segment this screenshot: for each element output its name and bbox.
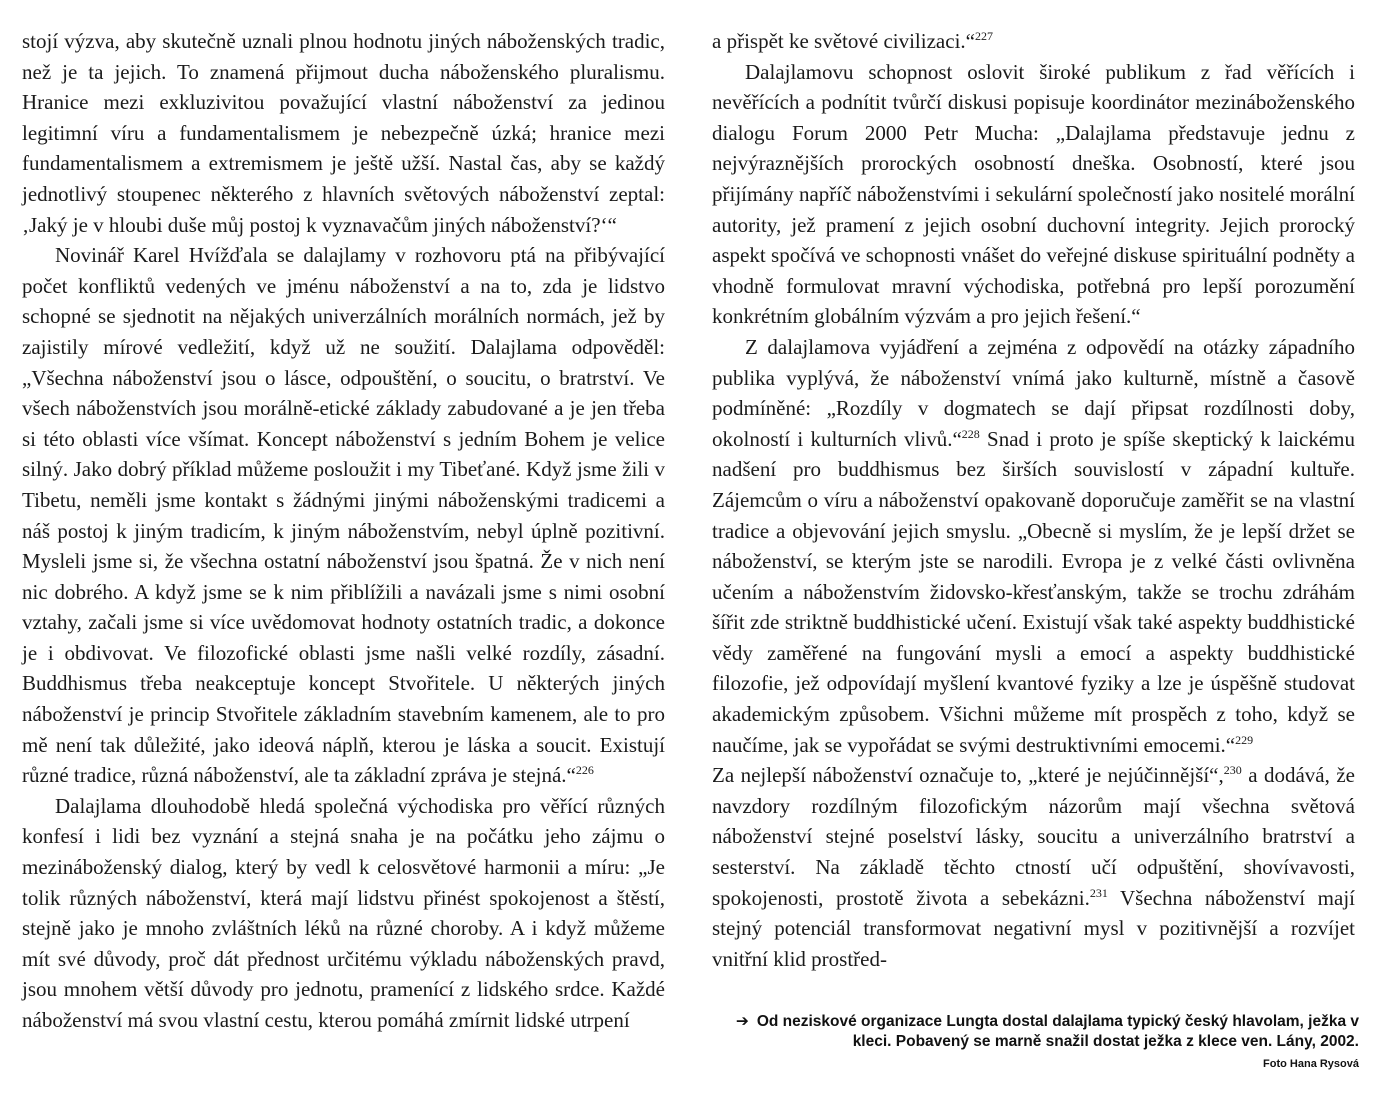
arrow-right-icon: ➔ <box>735 1013 749 1030</box>
paragraph: Dalajlama dlouhodobě hledá společná východiska pro věřící různých konfesí i lidi bez vyznání a stejná snaha je na počátku jeho zájmu o mezináboženský dialog, který by vedl k celosvětové harmonii a míru: „Je tolik různých náboženství, která mají lidstvu přinést spokojenost a štěstí, stejně jako je mnoho zvláštních léků na různé choroby. A i když můžeme mít své důvody, proč dát přednost určitému výkladu náboženských pravd, jsou mnohem větší důvody pro jednotu, pramenící z lidského srdce. Každé náboženství má svou vlastní cestu, kterou pomáhá zmírnit lidské utrpení <box>22 793 665 1032</box>
footnote-ref: 231 <box>1089 885 1108 900</box>
paragraph: stojí výzva, aby skutečně uznali plnou hodnotu jiných náboženských tradic, než je ta jejich. To znamená přijmout ducha náboženského pluralismu. Hranice mezi exkluzivitou považující vlastní náboženství za jedinou legitimní víru a fundamentalismem je nebezpečně úzká; hranice mezi fundamentalismem a extremismem je ještě užší. Nastal čas, aby se každý jednotlivý stoupenec některého z hlavních světových náboženství zeptal: ‚Jaký je v hloubi duše můj postoj k vyznavačům jiných náboženství?‘“ <box>22 29 665 237</box>
paragraph: Dalajlamovu schopnost oslovit široké publikum z řad věřících i nevěřících a podnítit tvůrčí diskusi popisuje koordinátor mezináboženského dialogu Forum 2000 Petr Mucha: „Dalajlama představuje jednu z nejvýraznějších prorockých osobností dneška. Osobností, které jsou přijímány napříč náboženstvími i sekulární společností jako nositelé morální autority, jež pramení z jejich osobní duchovní integrity. Jejich prorocký aspekt spočívá ve schopnosti vnášet do veřejné diskuse spirituální podněty a vhodně formulovat mravní východiska, potřebná pro lepší porozumění konkrétním globálním výzvám a pro jejich řešení.“ <box>712 59 1355 329</box>
photo-credit: Foto Hana Rysová <box>1263 1058 1359 1070</box>
footnote-ref: 227 <box>974 29 993 43</box>
footnote-ref: 226 <box>575 763 594 778</box>
paragraph: a přispět ke světové civilizaci.“$^{227}$ <box>712 29 993 53</box>
caption-text: Od neziskové organizace Lungta dostal dalajlama typický český hlavolam, ježka v kleci. Pobavený se marně snažil dostat ježka z klece ven. Lány, 2002. <box>756 1013 1359 1050</box>
paragraph: Z dalajlamova vyjádření a zejména z odpovědí na otázky západního publika vyplývá, že náboženství vnímá jako kulturně, místně a časově podmíněné: „Rozdíly v dogmatech se dají připsat rozdílnosti doby, okolností i kulturních vlivů.“$^{228}$ Snad i proto je spíše skeptický k laickému nadšení pro buddhismus bez širších souvislostí v západní kultuře. Zájemcům o víru a náboženství opakovaně doporučuje zaměřit se na vlastní tradice a objevování jejich smyslu. „Obecně si myslím, že je lepší držet se náboženství, se kterým jste se narodili. Evropa je z velké části ovlivněna učením a náboženstvím židovsko-křesťanským, takže se trochu zdráhám šířit zde striktně buddhistické učení. Existují však také aspekty buddhistické vědy zaměřené na fungování mysli a emocí a aspekty buddhistické filozofie, jež odpovídají myšlení kvantové fyziky a lze je úspěšně studovat akademickým způsobem. Všichni můžeme mít prospěch z toho, když se naučíme, jak se vypořádat se svými destruktivními emocemi.“$^{229}$ <box>712 334 1355 757</box>
paragraph: Novinář Karel Hvížďala se dalajlamy v rozhovoru ptá na přibývající počet konfliktů vedených ve jménu náboženství a na to, zda je lidstvo schopné se sjednotit na nějakých univerzálních morálních normách, jež by zajistily mírové vedležití, když už ne soužití. Dalajlama odpověděl: „Všechna náboženství jsou o lásce, odpouštění, o soucitu, o bratrství. Ve všech náboženstvích jsou morálně-etické základy zabudované a je jen třeba si této oblasti více všímat. Koncept náboženství s jedním Bohem je velice silný. Jako dobrý příklad můžeme posloužit i my Tibeťané. Když jsme žili v Tibetu, neměli jsme kontakt s žádnými jinými náboženskými tradicemi a náš postoj k jiným tradicím, k jiným náboženstvím, nebyl úplně pozitivní. Mysleli jsme si, že všechna ostatní náboženství jsou špatná. Že v nich není nic dobrého. A když jsme se k nim přiblížili a navázali jsme s nimi osobní vztahy, začali jsme si více uvědomovat hodnoty ostatních tradic, a dokonce je i obdivovat. Ve filozofické oblasti jsme našli velké rozdíly, zásadní. Buddhismus třeba neakceptuje koncept Stvořitele. U některých jiných náboženství je princip Stvořitele základním stavebním kamenem, ale to pro mě není tak důležité, jako ideová náplň, kterou je láska a soucit. Existují různé tradice, různá náboženství, ale ta základní zpráva je stejná.“$^{226}$ <box>22 243 665 788</box>
text-column-right <box>712 26 1355 974</box>
footnote-ref: 230 <box>1223 763 1242 778</box>
text-column-left <box>22 26 665 1036</box>
paragraph: Za nejlepší náboženství označuje to, „které je nejúčinnější“,$^{230}$ a dodává, že navzdory rozdílným filozofickým názorům mají všechna světová náboženství stejné poselství lásky, soucitu a univerzálního bratrství a sesterství. Na základě těchto ctností učí odpuštění, shovívavosti, spokojenosti, prostotě života a sebekázni.$^{231}$ Všechna náboženství mají stejný potenciál transformovat negativní mysl v pozitivnější a rozvíjet vnitřní klid prostřed- <box>712 763 1355 971</box>
footnote-ref: 229 <box>1235 732 1254 747</box>
footnote-ref: 228 <box>961 426 980 441</box>
photo-caption <box>712 1012 1359 1052</box>
